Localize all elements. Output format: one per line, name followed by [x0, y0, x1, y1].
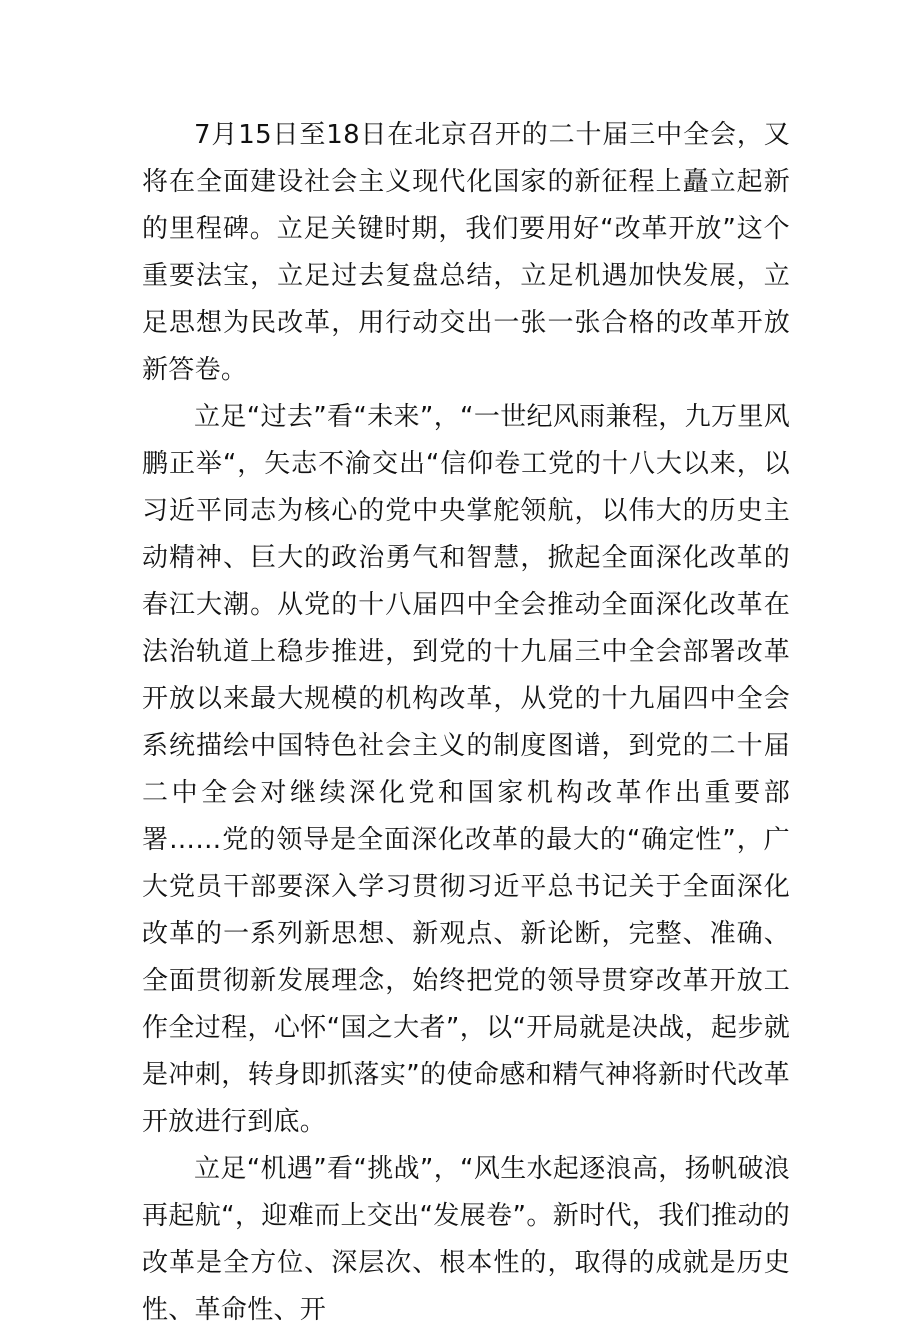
paragraph-1: 7月15日至18日在北京召开的二十届三中全会，又将在全面建设社会主义现代化国家的新征程上矗立起新的里程碑。立足关键时期，我们要用好“改革开放”这个重要法宝，立足过去复盘总结，立足机遇加快发展，立足思想为民改革，用行动交出一张一张合格的改革开放新答卷。 [142, 120, 790, 385]
paragraph-2: 立足“过去”看“未来”，“一世纪风雨兼程，九万里风鹏正举“，矢志不渝交出“信仰卷工党的十八大以来，以习近平同志为核心的党中央掌舵领航，以伟大的历史主动精神、巨大的政治勇气和智慧，掀起全面深化改革的春江大潮。从党的十八届四中全会推动全面深化改革在法治轨道上稳步推进，到党的十九届三中全会部署改革开放以来最大规模的机构改革，从党的十九届四中全会系统描绘中国特色社会主义的制度图谱，到党的二十届二中全会对继续深化党和国家机构改革作出重要部署……党的领导是全面深化改革的最大的“确定性”，广大党员干部要深入学习贯彻习近平总书记关于全面深化改革的一系列新思想、新观点、新论断，完整、准确、全面贯彻新发展理念，始终把党的领导贯穿改革开放工作全过程，心怀“国之大者”，以“开局就是决战，起步就是冲刺，转身即抓落实”的使命感和精气神将新时代改革开放进行到底。 [142, 402, 790, 1137]
paragraph-3: 立足“机遇”看“挑战”，“风生水起逐浪高，扬帆破浪再起航“，迎难而上交出“发展卷”。新时代，我们推动的改革是全方位、深层次、根本性的，取得的成就是历史性、革命性、开 [142, 1154, 790, 1325]
document-body [142, 112, 790, 1334]
